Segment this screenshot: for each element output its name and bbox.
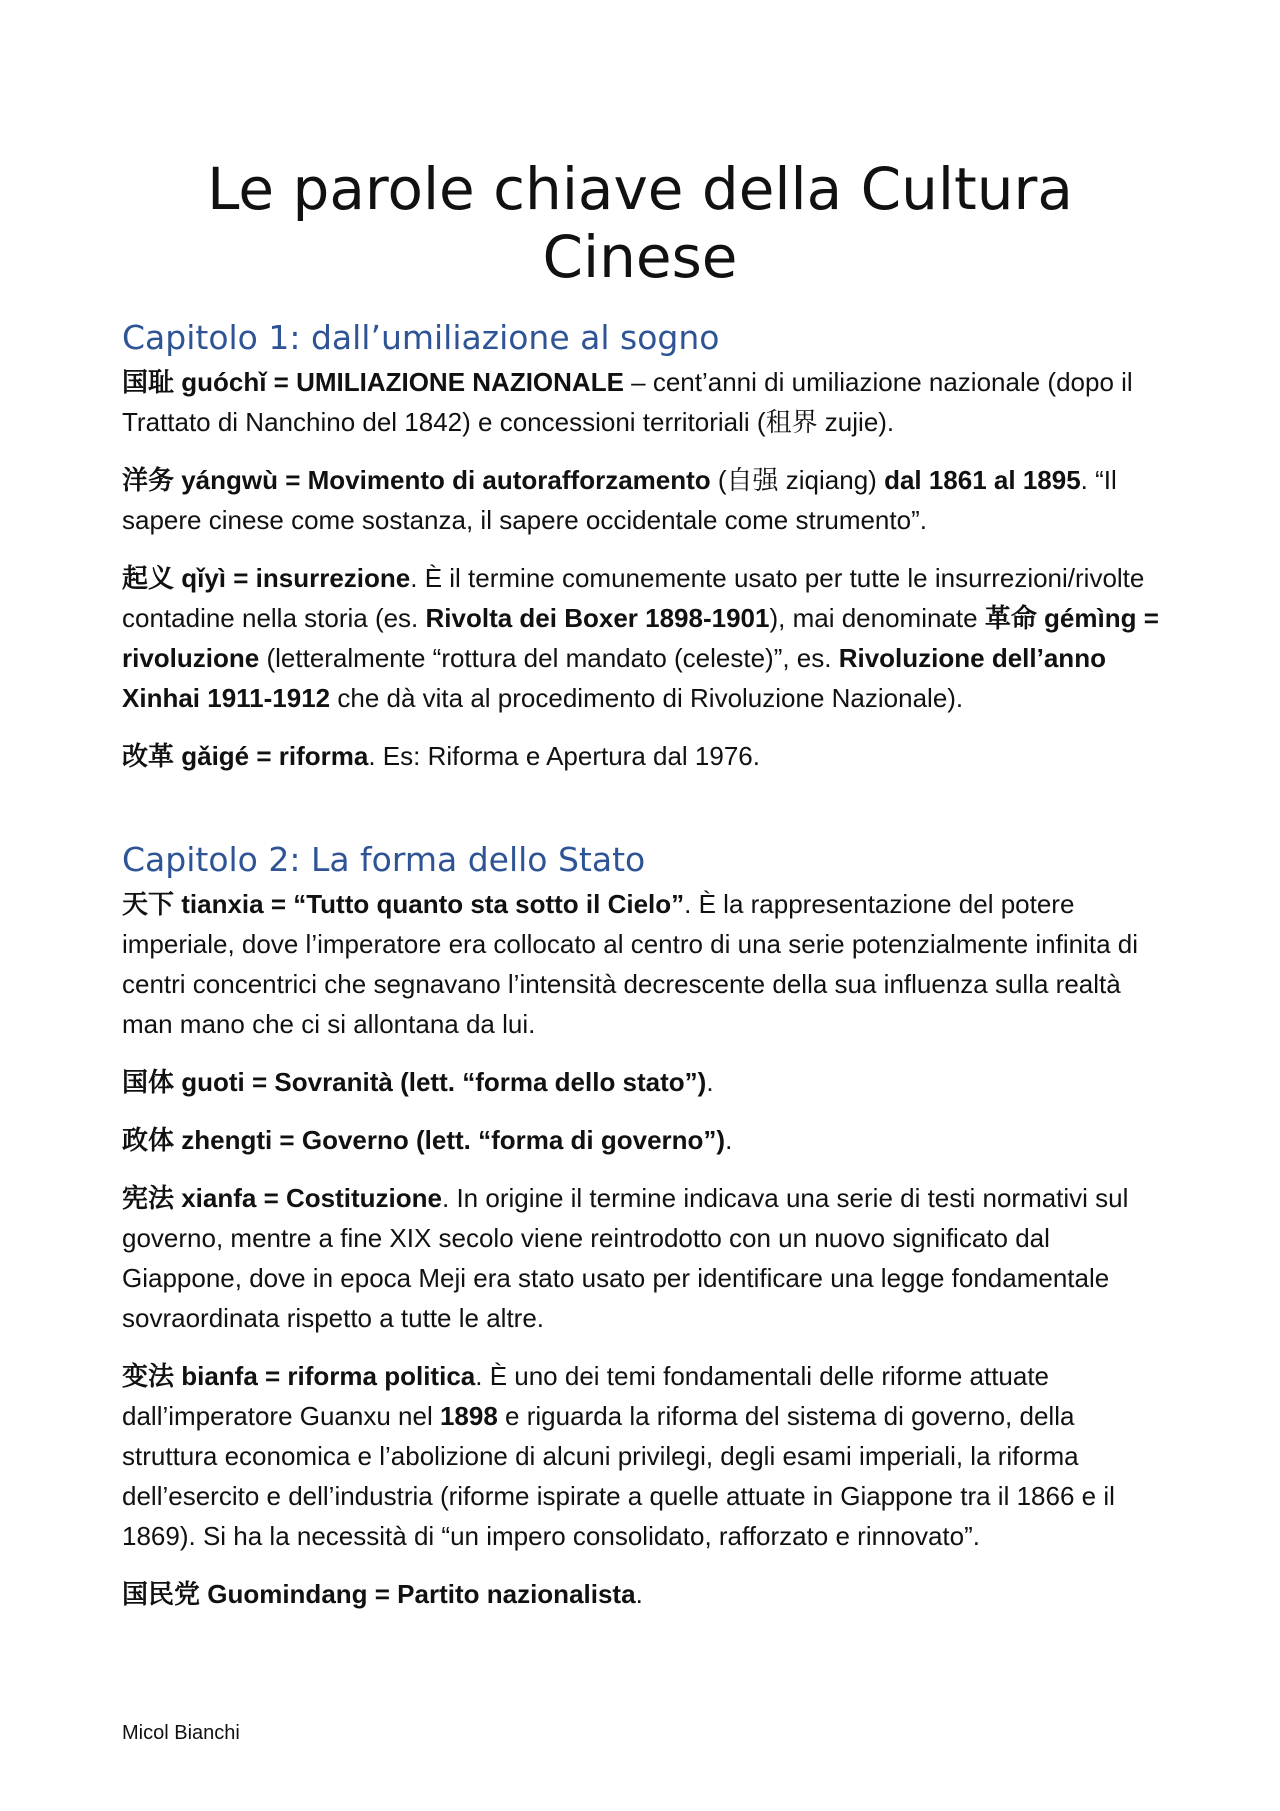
- term-qiyi: 起义 qǐyì = insurrezione: [122, 563, 411, 593]
- paragraph-guoti: [122, 1062, 1167, 1102]
- paragraph-yangwu: [122, 460, 1167, 540]
- chapter-2-heading: Capitolo 2: La forma dello Stato: [122, 840, 646, 879]
- chapter-1-heading: Capitolo 1: dall’umiliazione al sogno: [122, 318, 720, 357]
- paragraph-bianfa: [122, 1356, 1167, 1556]
- definition-qiyi-4: che dà vita al procedimento di Rivoluzione Nazionale).: [330, 683, 964, 713]
- definition-guochi: – cent’anni di umiliazione nazionale (dopo il Trattato di Nanchino del 1842) e concessioni territoriali (租界 zujie).: [122, 367, 1133, 437]
- definition-bianfa-2: e riguarda la riforma del sistema di governo, della struttura economica e l’abolizione di alcuni privilegi, degli esami imperiali, la riforma dell’esercito e dell’industria (riforme ispirate a quelle attuate in Giappone tra il 1866 e il 1869). Si ha la necessità di “un impero consolidato, rafforzato e rinnovato”.: [122, 1401, 1115, 1551]
- paragraph-gaige: [122, 736, 1167, 776]
- paragraph-guochi: [122, 362, 1167, 442]
- definition-qiyi-2: ), mai denominate: [769, 603, 985, 633]
- term-guomindang: 国民党 Guomindang = Partito nazionalista: [122, 1579, 636, 1609]
- definition-tianxia: . È la rappresentazione del potere imperiale, dove l’imperatore era collocato al centro di una serie potenzialmente infinita di centri concentrici che segnavano l’intensità decrescente della sua influenza sulla realtà man mano che ci si allontana da lui.: [122, 889, 1138, 1039]
- definition-xianfa: . In origine il termine indicava una serie di testi normativi sul governo, mentre a fine XIX secolo viene reintrodotto con un nuovo significato dal Giappone, dove in epoca Meji era stato usato per identificare una legge fondamentale sovraordinata rispetto a tutte le altre.: [122, 1183, 1129, 1333]
- yangwu-dates: dal 1861 al 1895: [884, 465, 1081, 495]
- term-gaige: 改革 gǎigé = riforma: [122, 741, 369, 771]
- paragraph-xianfa: [122, 1178, 1167, 1338]
- paragraph-tianxia: [122, 884, 1167, 1044]
- footer-author: Micol Bianchi: [122, 1722, 240, 1744]
- page-title-line-1: Le parole chiave della Cultura: [207, 155, 1073, 223]
- bianfa-year: 1898: [439, 1401, 498, 1431]
- definition-qiyi-1: . È il termine comunemente usato per tutte le insurrezioni/rivolte contadine nella storia (es.: [122, 563, 1145, 633]
- term-guoti: 国体 guoti = Sovranità (lett. “forma dello stato”): [122, 1067, 707, 1097]
- term-bianfa: 变法 bianfa = riforma politica: [122, 1361, 476, 1391]
- xinhai-revolution: Rivoluzione dell’anno Xinhai 1911-1912: [122, 643, 1106, 713]
- paragraph-qiyi: [122, 558, 1167, 718]
- definition-zhengti: .: [725, 1125, 733, 1155]
- term-tianxia: 天下 tianxia = “Tutto quanto sta sotto il Cielo”: [122, 889, 685, 919]
- term-zhengti: 政体 zhengti = Governo (lett. “forma di governo”): [122, 1125, 726, 1155]
- chapter-2-body: [122, 884, 1167, 1632]
- boxer-rebellion: Rivolta dei Boxer 1898-1901: [425, 603, 770, 633]
- term-xianfa: 宪法 xianfa = Costituzione: [122, 1183, 442, 1213]
- page-title: [140, 155, 1140, 291]
- definition-guomindang: .: [635, 1579, 643, 1609]
- definition-qiyi-3: (letteralmente “rottura del mandato (celeste)”, es.: [259, 643, 839, 673]
- definition-gaige: . Es: Riforma e Apertura dal 1976.: [368, 741, 760, 771]
- term-yangwu: 洋务 yángwù = Movimento di autorafforzamento: [122, 465, 711, 495]
- chapter-1-body: [122, 362, 1167, 794]
- ziqiang-note: (自强 ziqiang): [710, 465, 885, 495]
- term-guochi: 国耻 guóchǐ = UMILIAZIONE NAZIONALE: [122, 367, 624, 397]
- definition-guoti: .: [706, 1067, 714, 1097]
- paragraph-guomindang: [122, 1574, 1167, 1614]
- term-geming: 革命 gémìng = rivoluzione: [122, 603, 1159, 673]
- paragraph-zhengti: [122, 1120, 1167, 1160]
- page-title-line-2: Cinese: [542, 223, 738, 291]
- definition-yangwu: . “Il sapere cinese come sostanza, il sapere occidentale come strumento”.: [122, 465, 1117, 535]
- definition-bianfa-1: . È uno dei temi fondamentali delle riforme attuate dall’imperatore Guanxu nel: [122, 1361, 1050, 1431]
